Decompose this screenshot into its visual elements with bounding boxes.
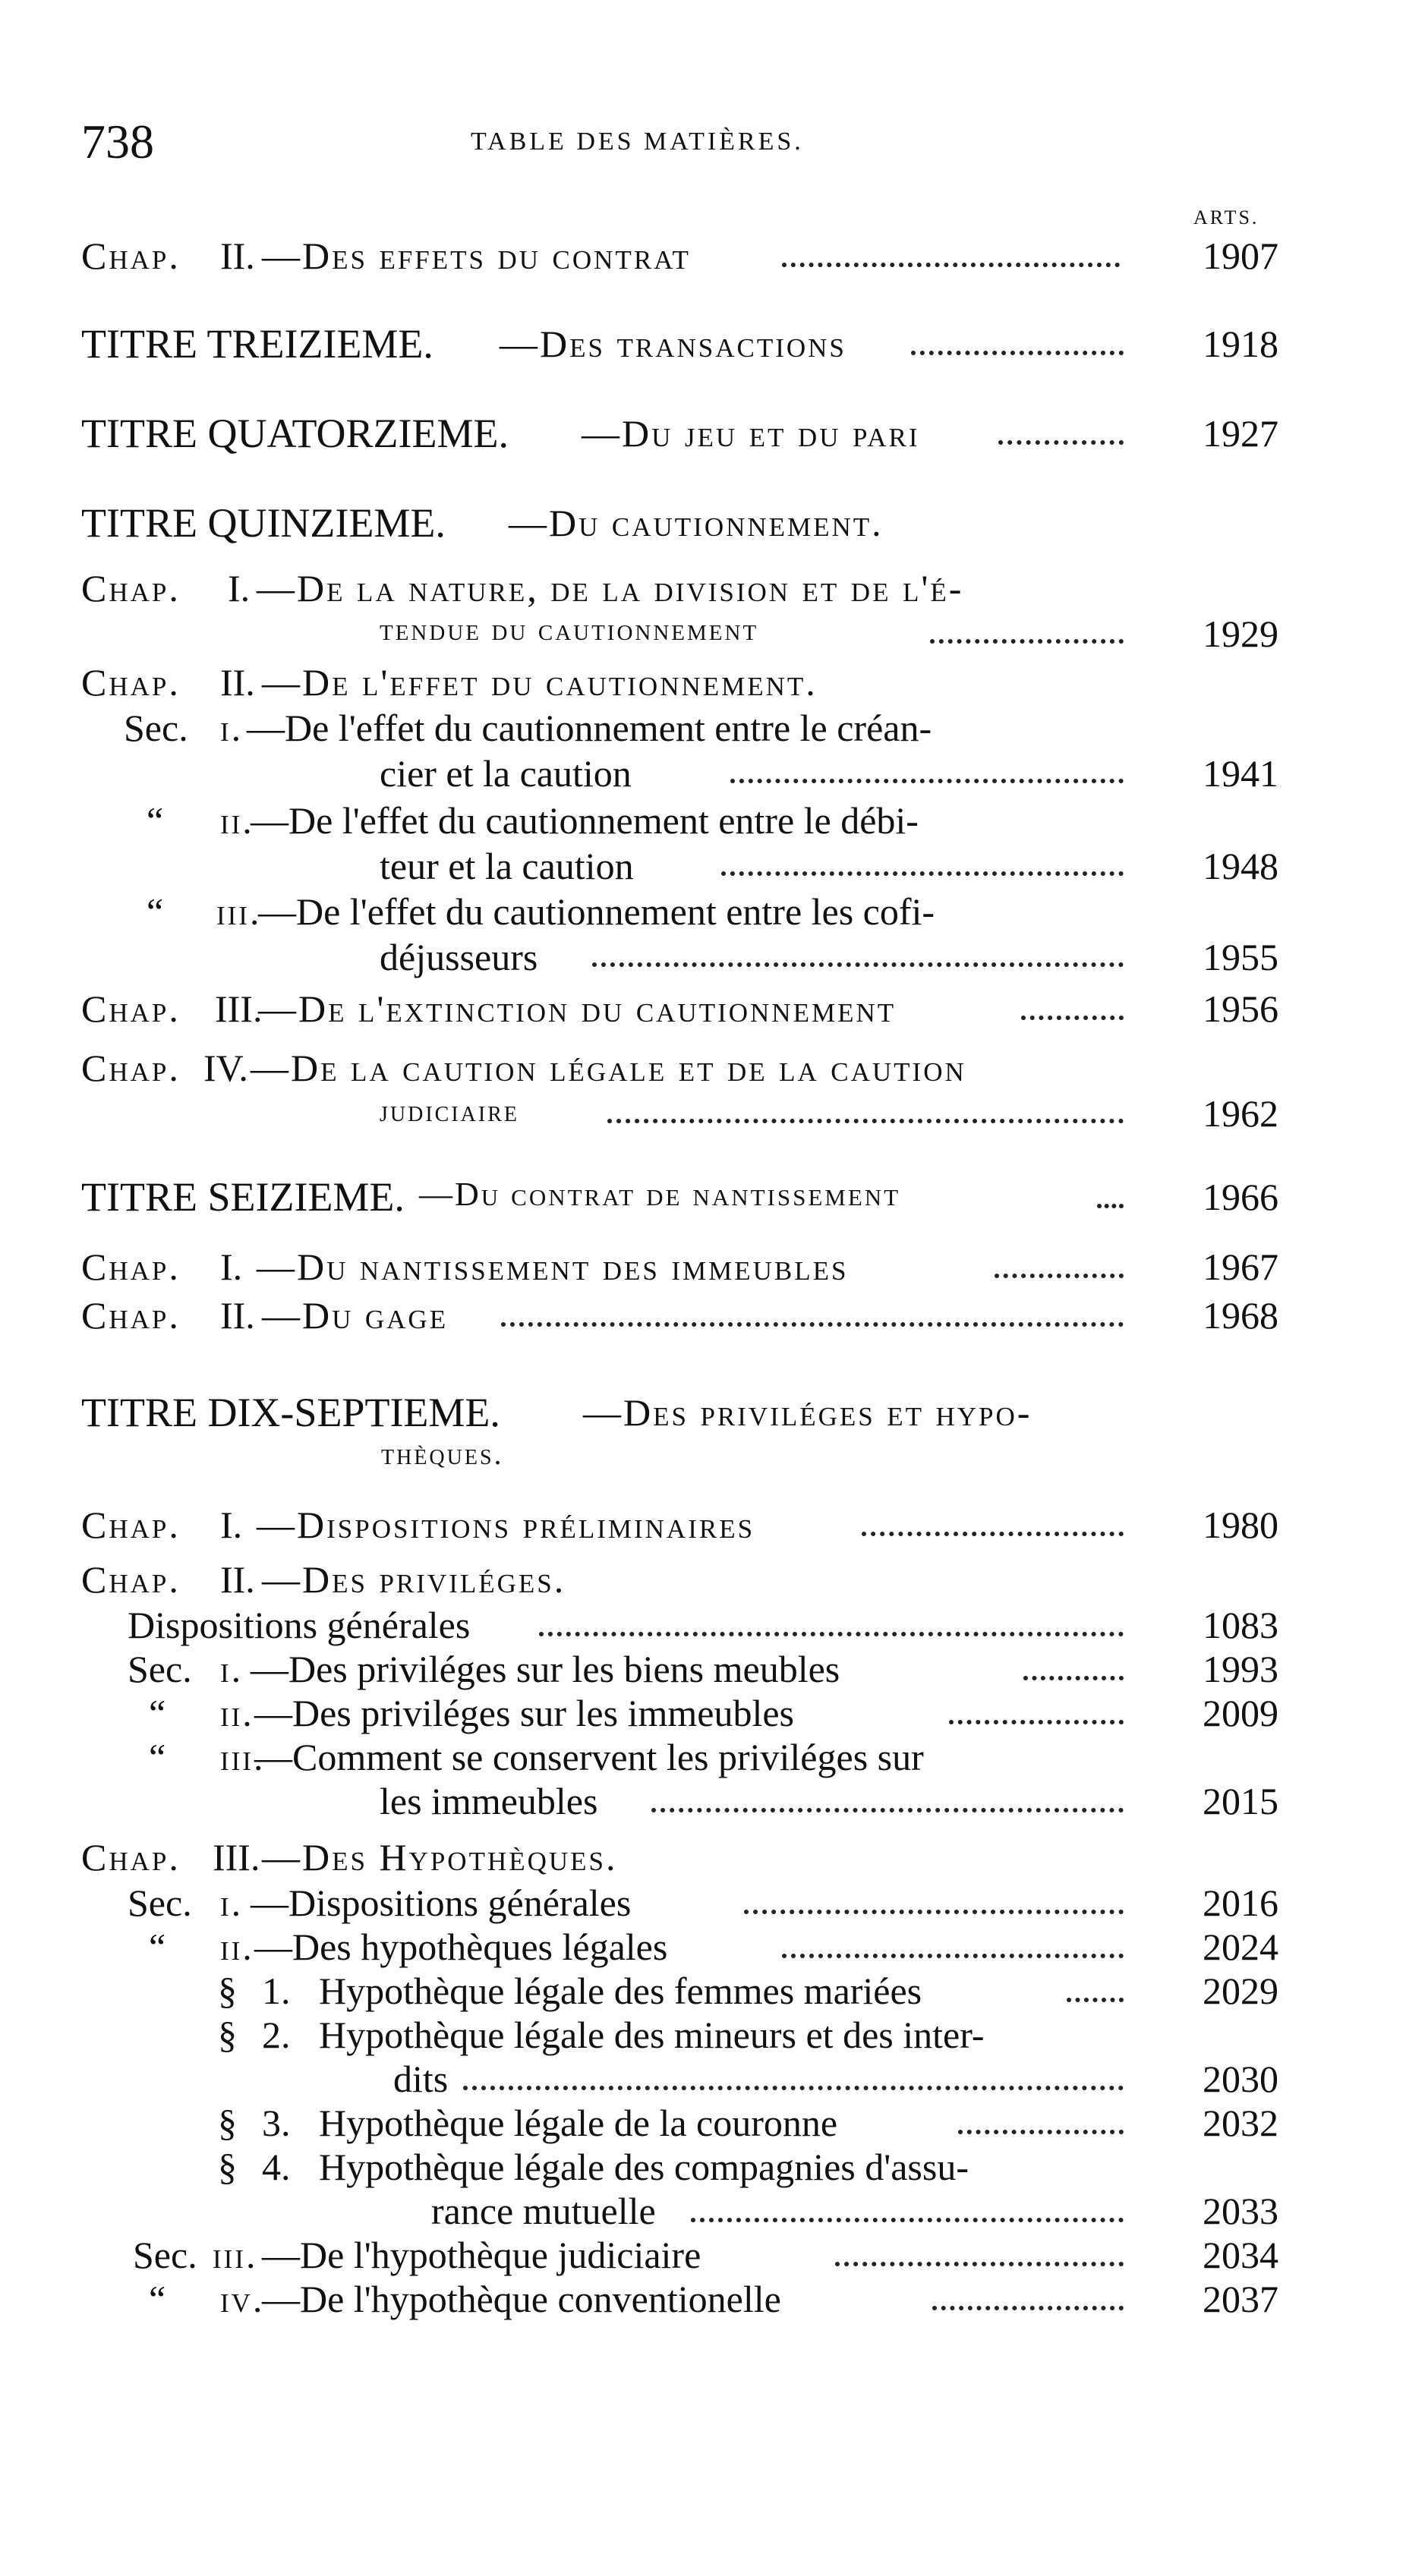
entry-title-continued: judiciaire (380, 1094, 519, 1128)
article-number: 2032 (1203, 2102, 1278, 2144)
article-number: 1968 (1203, 1294, 1278, 1337)
article-number: 2033 (1203, 2190, 1278, 2232)
entry-label: Chap. (81, 235, 181, 277)
entry-title-continued: les immeubles (380, 1780, 598, 1822)
entry-title: —Des priviléges. (262, 1558, 566, 1601)
entry-title-continued: déjusseurs (380, 936, 538, 978)
article-number: 1993 (1203, 1648, 1278, 1690)
entry-label: Chap. (81, 1558, 181, 1601)
entry-title: —Comment se conservent les priviléges sur (254, 1736, 924, 1778)
entry-ordinal: III. (215, 987, 263, 1030)
entry-title: —De l'effet du cautionnement. (262, 661, 818, 704)
entry-title: —Du gage (262, 1294, 449, 1337)
article-number: 1929 (1203, 613, 1278, 655)
entry-title: —Des hypothèques légales (254, 1926, 668, 1968)
entry-ordinal: iii. (213, 2234, 258, 2276)
article-number: 2037 (1203, 2278, 1278, 2320)
ditto-mark: “ (149, 2278, 166, 2320)
titre-heading: TITRE QUATORZIEME. (81, 411, 509, 456)
entry-label: Chap. (81, 1047, 181, 1089)
article-number: 2029 (1203, 1970, 1278, 2012)
ditto-mark: “ (149, 1692, 166, 1734)
dot-leader (958, 2130, 1124, 2134)
running-title: TABLE DES MATIÈRES. (471, 128, 804, 156)
entry-ordinal: II. (220, 235, 255, 277)
entry-ordinal: i. (220, 1882, 244, 1924)
entry-label: Chap. (81, 1294, 181, 1337)
entry-title: —Des transactions (500, 323, 846, 365)
entry-title: —De l'effet du cautionnement entre le débi- (251, 799, 919, 842)
entry-label: Chap. (81, 1504, 181, 1546)
entry-ordinal: ii. (220, 799, 254, 842)
entry-title: Hypothèque légale des compagnies d'assu- (319, 2146, 969, 2188)
entry-label: Sec. (128, 1648, 192, 1690)
section-sign: § (218, 1970, 237, 2012)
entry-ordinal: iii. (220, 1736, 266, 1778)
page-number: 738 (81, 115, 154, 168)
entry-title: Hypothèque légale de la couronne (319, 2102, 838, 2144)
entry-title: —Des Hypothèques. (262, 1836, 618, 1878)
entry-title: —Du contrat de nantissement (419, 1176, 901, 1213)
entry-ordinal: I. (228, 567, 251, 609)
entry-label: Sec. (133, 2234, 197, 2276)
entry-ordinal: ii. (220, 1692, 254, 1734)
ditto-mark: “ (149, 1736, 166, 1778)
entry-ordinal: ii. (220, 1926, 254, 1968)
dot-leader (932, 2306, 1124, 2310)
ditto-mark: “ (147, 890, 164, 933)
entry-title: —Du jeu et du pari (582, 412, 920, 455)
article-number: 1962 (1203, 1092, 1278, 1135)
article-number: 1083 (1203, 1604, 1278, 1646)
article-number: 1955 (1203, 936, 1278, 978)
entry-ordinal: i. (220, 707, 244, 749)
entry-ordinal: II. (220, 1558, 255, 1601)
dot-leader (782, 1954, 1124, 1958)
article-number: 1966 (1203, 1176, 1278, 1218)
entry-label: Chap. (81, 1245, 181, 1288)
dot-leader (691, 2218, 1124, 2222)
entry-title: —De l'effet du cautionnement entre le créan- (247, 707, 932, 749)
dot-leader (998, 440, 1124, 445)
article-number: 1907 (1203, 235, 1278, 277)
article-number: 1980 (1203, 1504, 1278, 1546)
article-number: 1918 (1203, 323, 1278, 365)
dot-leader (1097, 1204, 1124, 1208)
titre-heading: TITRE QUINZIEME. (81, 500, 446, 546)
entry-label: Chap. (81, 661, 181, 704)
entry-ordinal: I. (220, 1504, 243, 1546)
article-number: 1956 (1203, 987, 1278, 1030)
entry-title-continued: tendue du cautionnement (380, 613, 759, 647)
entry-label: Sec. (128, 1882, 192, 1924)
entry-title: —De la nature, de la division et de l'é- (257, 567, 964, 609)
entry-title-continued: rance mutuelle (431, 2190, 656, 2232)
titre-heading: TITRE DIX-SEPTIEME. (81, 1390, 500, 1435)
dot-leader (744, 1910, 1124, 1914)
dot-leader (592, 962, 1124, 967)
titre-heading: TITRE TREIZIEME. (81, 321, 433, 367)
dot-leader (607, 1119, 1124, 1123)
entry-ordinal: 2. (262, 2014, 291, 2056)
entry-label: Chap. (81, 1836, 181, 1878)
dot-leader (1023, 1676, 1124, 1680)
dot-leader (501, 1322, 1124, 1327)
entry-title: —De l'extinction du cautionnement (258, 987, 897, 1030)
section-sign: § (218, 2102, 237, 2144)
entry-title: Hypothèque légale des femmes mariées (319, 1970, 922, 2012)
entry-ordinal: II. (220, 661, 255, 704)
article-number: 1927 (1203, 412, 1278, 455)
dot-leader (995, 1274, 1124, 1278)
entry-title: —Dispositions préliminaires (257, 1504, 755, 1546)
entry-ordinal: IV. (203, 1047, 248, 1089)
dot-leader (730, 779, 1124, 783)
entry-ordinal: iii. (216, 890, 262, 933)
dot-leader (539, 1632, 1124, 1636)
article-number: 1941 (1203, 752, 1278, 795)
dot-leader (463, 2086, 1124, 2090)
dot-leader (1021, 1016, 1124, 1020)
ditto-mark: “ (147, 799, 164, 842)
section-sign: § (218, 2146, 237, 2188)
entry-title: —De la caution légale et de la caution (251, 1047, 966, 1089)
entry-title: —De l'effet du cautionnement entre les cofi- (258, 890, 935, 933)
ditto-mark: “ (149, 1926, 166, 1968)
entry-title-continued: dits (393, 2058, 449, 2100)
dot-leader (949, 1720, 1124, 1724)
column-label: ARTS. (1193, 206, 1259, 228)
entry-title: Dispositions générales (128, 1604, 471, 1646)
entry-title: —Du nantissement des immeubles (257, 1245, 849, 1288)
entry-ordinal: i. (220, 1648, 244, 1690)
article-number: 2015 (1203, 1780, 1278, 1822)
dot-leader (835, 2262, 1124, 2266)
entry-ordinal: iv. (220, 2278, 265, 2320)
entry-title-continued: thèques. (381, 1437, 504, 1471)
article-number: 1948 (1203, 845, 1278, 887)
article-number: 2030 (1203, 2058, 1278, 2100)
entry-label: Chap. (81, 987, 181, 1030)
entry-title: —Des priviléges sur les biens meubles (251, 1648, 840, 1690)
dot-leader (651, 1808, 1124, 1812)
entry-ordinal: II. (220, 1294, 255, 1337)
entry-label: Sec. (124, 707, 188, 749)
entry-title-continued: teur et la caution (380, 845, 634, 887)
entry-ordinal: 1. (262, 1970, 291, 2012)
dot-leader (862, 1532, 1124, 1536)
section-sign: § (218, 2014, 237, 2056)
dot-leader (930, 639, 1124, 644)
entry-ordinal: III. (213, 1836, 260, 1878)
article-number: 2024 (1203, 1926, 1278, 1968)
article-number: 2009 (1203, 1692, 1278, 1734)
entry-title: —Du cautionnement. (509, 502, 884, 544)
entry-title: —Des priviléges sur les immeubles (254, 1692, 794, 1734)
entry-title: —De l'hypothèque conventionelle (262, 2278, 781, 2320)
titre-heading: TITRE SEIZIEME. (81, 1174, 405, 1220)
entry-title: —Des priviléges et hypo- (583, 1391, 1032, 1434)
entry-ordinal: 3. (262, 2102, 291, 2144)
dot-leader (1067, 1998, 1124, 2002)
entry-title-continued: cier et la caution (380, 752, 632, 795)
article-number: 2016 (1203, 1882, 1278, 1924)
entry-title: —De l'hypothèque judiciaire (262, 2234, 701, 2276)
entry-title: —Des effets du contrat (262, 235, 691, 277)
entry-ordinal: 4. (262, 2146, 291, 2188)
dot-leader (721, 871, 1124, 876)
entry-title: Hypothèque légale des mineurs et des inter- (319, 2014, 985, 2056)
dot-leader (911, 351, 1124, 355)
article-number: 2034 (1203, 2234, 1278, 2276)
entry-title: —Dispositions générales (251, 1882, 632, 1924)
dot-leader (782, 263, 1120, 267)
entry-label: Chap. (81, 567, 181, 609)
article-number: 1967 (1203, 1245, 1278, 1288)
entry-ordinal: I. (220, 1245, 243, 1288)
